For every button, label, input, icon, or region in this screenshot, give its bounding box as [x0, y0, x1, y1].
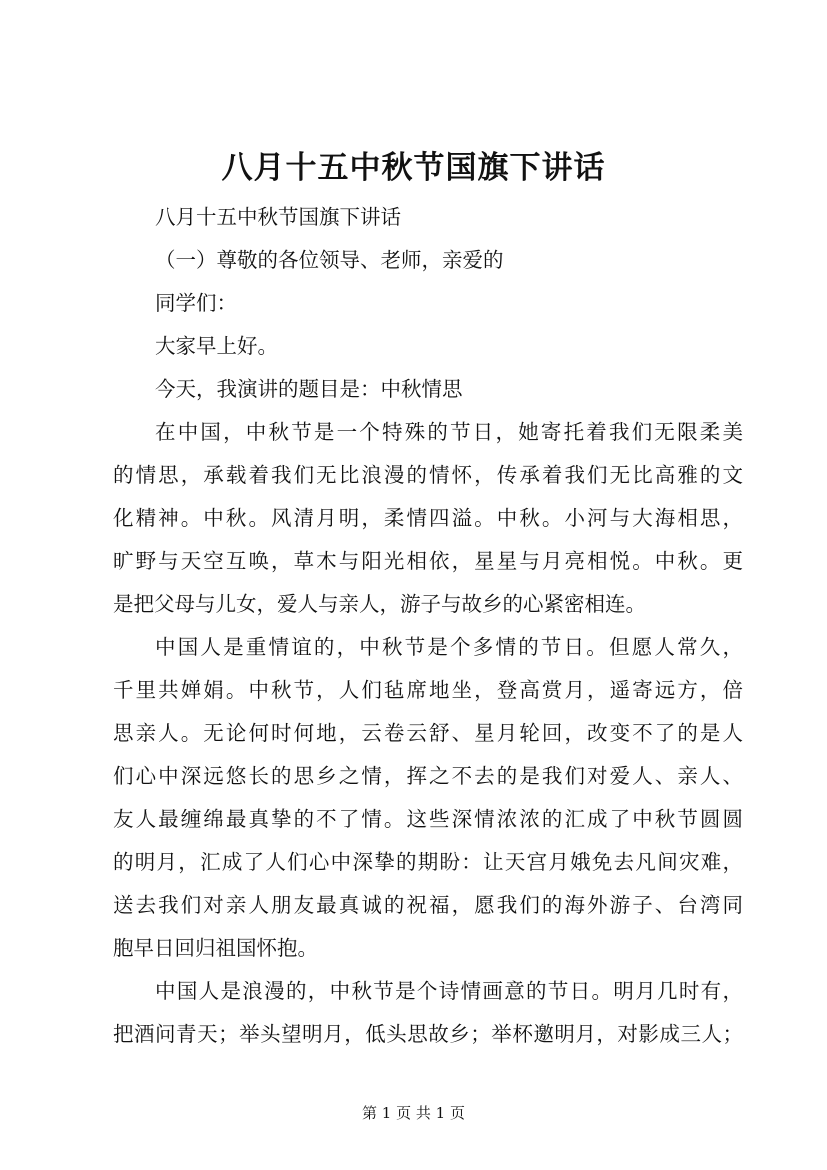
paragraph-3-line: 把酒问青天；举头望明月，低头思故乡；举杯邀明月，对影成三人； — [113, 1022, 743, 1046]
paragraph-3-line: 中国人是浪漫的，中秋节是个诗情画意的节日。明月几时有， — [155, 979, 743, 1003]
document-title: 八月十五中秋节国旗下讲话 — [221, 150, 606, 186]
paragraph-1-line: 是把父母与儿女，爱人与亲人，游子与故乡的心紧密相连。 — [113, 592, 646, 616]
paragraph-1-line: 的情思，承载着我们无比浪漫的情怀，传承着我们无比高雅的文 — [113, 463, 743, 487]
text-line-salutation: （一）尊敬的各位领导、老师，亲爱的 — [155, 248, 504, 272]
paragraph-2-line: 们心中深远悠长的思乡之情，挥之不去的是我们对爱人、亲人、 — [113, 764, 743, 788]
text-line-greeting: 大家早上好。 — [155, 334, 278, 358]
paragraph-2-line: 友人最缠绵最真挚的不了情。这些深情浓浓的汇成了中秋节圆圆 — [113, 807, 743, 831]
paragraph-2-line: 送去我们对亲人朋友最真诚的祝福，愿我们的海外游子、台湾同 — [113, 893, 743, 917]
paragraph-2-line: 中国人是重情谊的，中秋节是个多情的节日。但愿人常久， — [155, 635, 743, 659]
paragraph-2-line: 的明月，汇成了人们心中深挚的期盼：让天宫月娥免去凡间灾难， — [113, 850, 743, 874]
paragraph-1-line: 旷野与天空互唤，草木与阳光相依，星星与月亮相悦。中秋。更 — [113, 549, 743, 573]
paragraph-1-line: 化精神。中秋。风清月明，柔情四溢。中秋。小河与大海相思， — [113, 506, 743, 530]
paragraph-2-line: 胞早日回归祖国怀抱。 — [113, 936, 318, 960]
paragraph-2-line: 思亲人。无论何时何地，云卷云舒、星月轮回，改变不了的是人 — [113, 721, 743, 745]
page-number-footer: 第 1 页 共 1 页 — [362, 1104, 465, 1122]
document-body — [113, 196, 743, 1056]
paragraph-2-line: 千里共婵娟。中秋节，人们毡席地坐，登高赏月，遥寄远方，倍 — [113, 678, 743, 702]
text-line-topic: 今天，我演讲的题目是：中秋情思 — [155, 377, 463, 401]
text-line-subtitle: 八月十五中秋节国旗下讲话 — [155, 205, 401, 229]
text-line-salutation-cont: 同学们： — [155, 291, 237, 315]
paragraph-1-line: 在中国，中秋节是一个特殊的节日，她寄托着我们无限柔美 — [155, 420, 743, 444]
